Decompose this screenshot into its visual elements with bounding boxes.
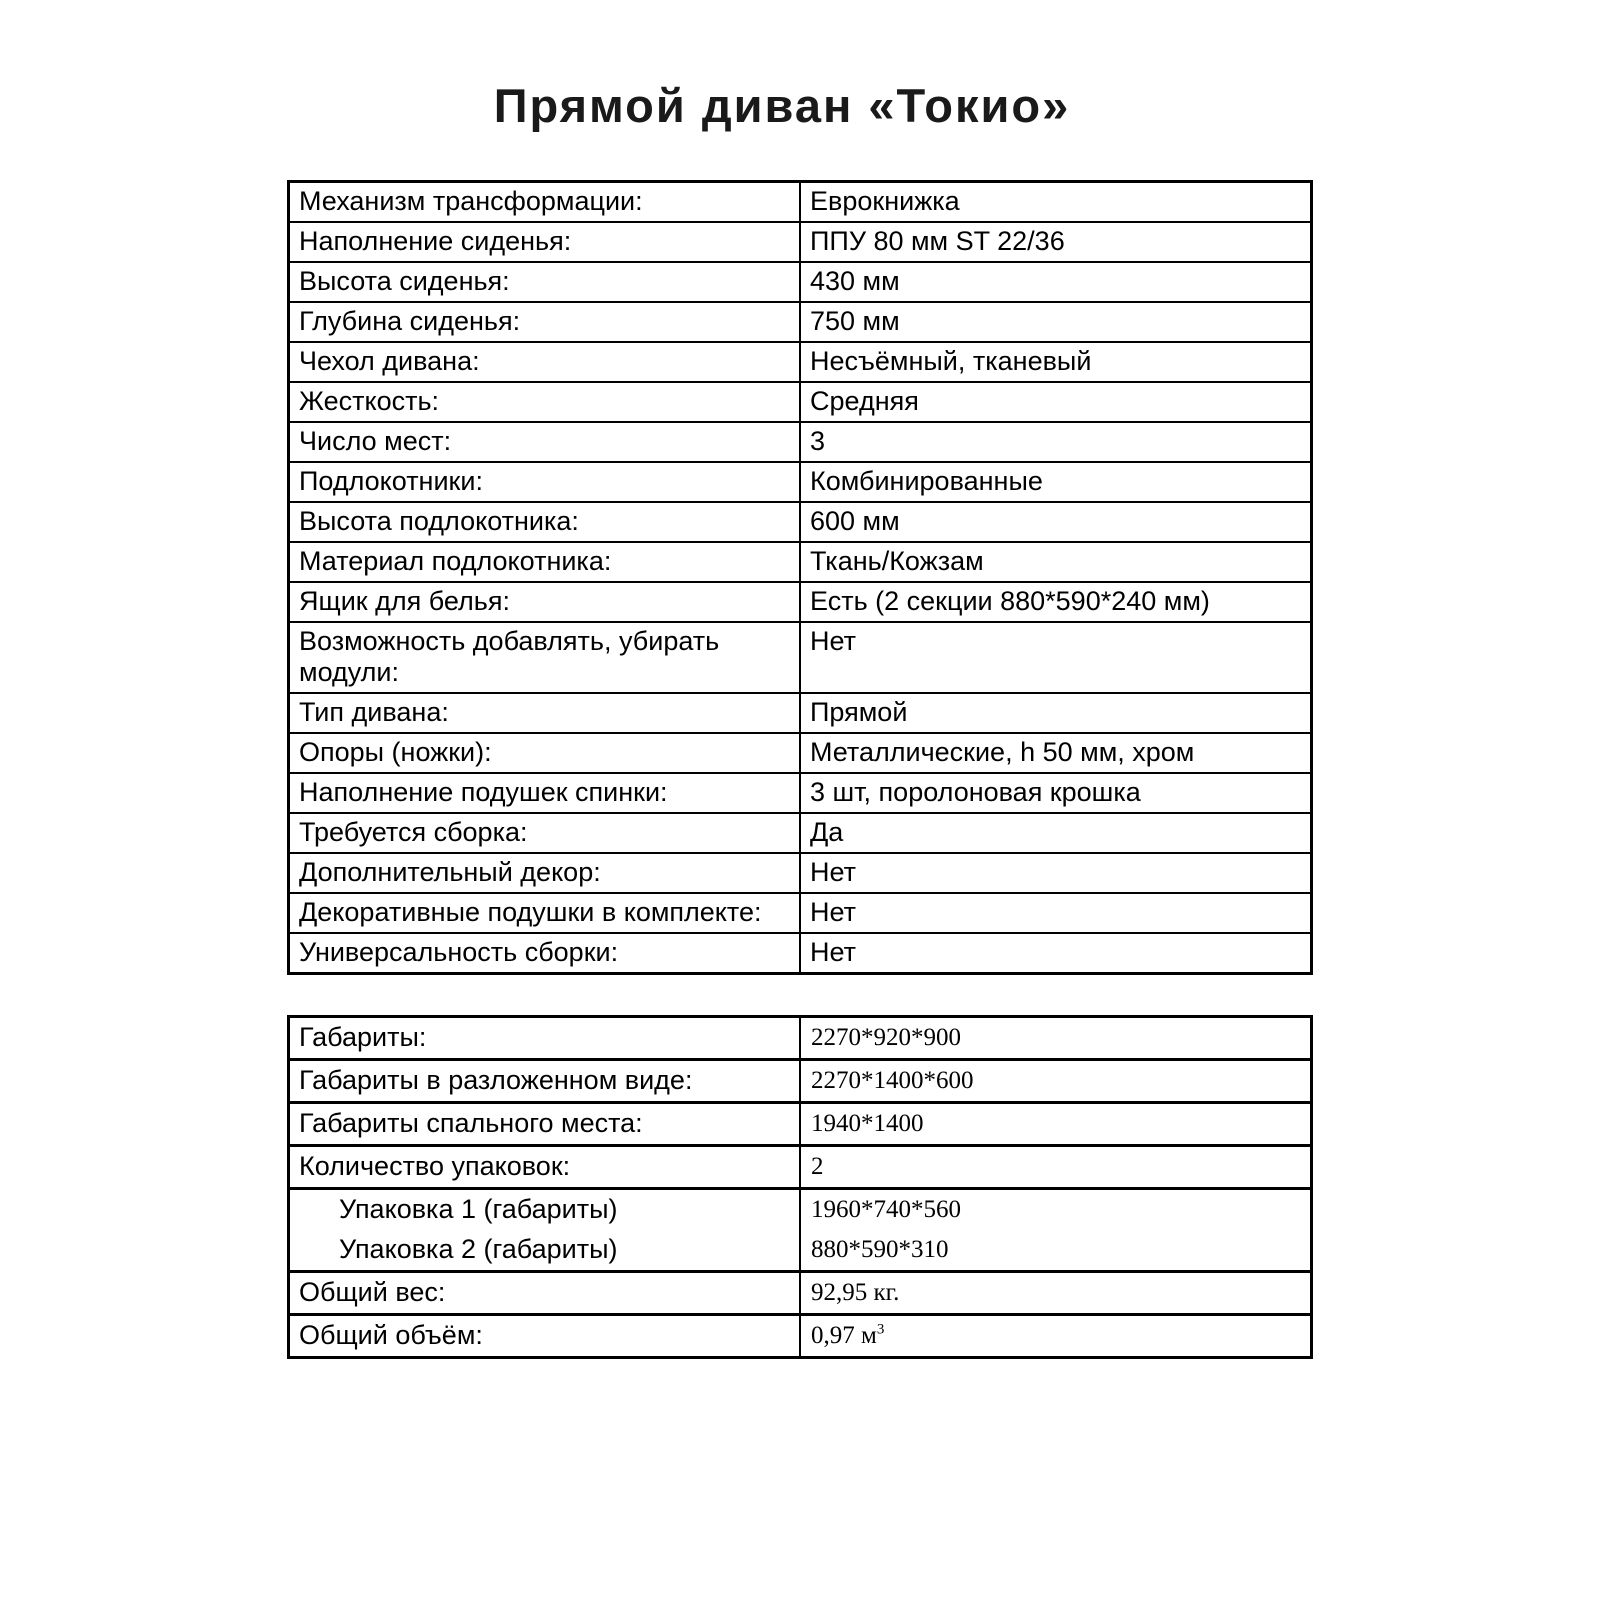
table-row: [289, 262, 1312, 302]
row-label: Декоративные подушки в комплекте:: [289, 893, 801, 933]
table-row: [289, 502, 1312, 542]
table-row: [289, 182, 1312, 223]
table-row: [289, 1189, 1312, 1231]
table-row: [289, 1272, 1312, 1315]
row-value: Нет: [800, 933, 1312, 974]
row-value: Ткань/Кожзам: [800, 542, 1312, 582]
table-row: [289, 893, 1312, 933]
row-value: 1940*1400: [800, 1103, 1312, 1146]
row-label: Габариты в разложенном виде:: [289, 1060, 801, 1103]
dimensions-table-body: [289, 1017, 1312, 1358]
table-row: [289, 1060, 1312, 1103]
row-label: Универсальность сборки:: [289, 933, 801, 974]
row-label: Возможность добавлять, убирать модули:: [289, 622, 801, 693]
row-value: ППУ 80 мм ST 22/36: [800, 222, 1312, 262]
row-value: 600 мм: [800, 502, 1312, 542]
row-value: 92,95 кг.: [800, 1272, 1312, 1315]
row-label: Общий объём:: [289, 1315, 801, 1358]
table-row: [289, 1146, 1312, 1189]
table-row: [289, 382, 1312, 422]
page-title: Прямой диван «Токио»: [493, 79, 1071, 133]
row-label: Глубина сиденья:: [289, 302, 801, 342]
row-value: 750 мм: [800, 302, 1312, 342]
row-value: 1960*740*560: [800, 1189, 1312, 1231]
row-value: Нет: [800, 853, 1312, 893]
sofa-specs-table: [287, 180, 1313, 975]
row-label: Подлокотники:: [289, 462, 801, 502]
row-label: Количество упаковок:: [289, 1146, 801, 1189]
row-label: Требуется сборка:: [289, 813, 801, 853]
row-value: 430 мм: [800, 262, 1312, 302]
row-label: Материал подлокотника:: [289, 542, 801, 582]
row-value: Металлические, h 50 мм, хром: [800, 733, 1312, 773]
table-row: [289, 853, 1312, 893]
row-label: Наполнение сиденья:: [289, 222, 801, 262]
row-label: Опоры (ножки):: [289, 733, 801, 773]
table-row: [289, 813, 1312, 853]
row-label: Ящик для белья:: [289, 582, 801, 622]
row-value: 3: [800, 422, 1312, 462]
row-label: Наполнение подушек спинки:: [289, 773, 801, 813]
row-label: Упаковка 1 (габариты): [289, 1189, 801, 1231]
sofa-specs-table-body: [289, 182, 1312, 974]
row-label: Жесткость:: [289, 382, 801, 422]
row-value: Нет: [800, 893, 1312, 933]
table-row: [289, 622, 1312, 693]
table-row: [289, 462, 1312, 502]
row-value: Комбинированные: [800, 462, 1312, 502]
table-row: [289, 422, 1312, 462]
table-row: [289, 582, 1312, 622]
table-row: [289, 1103, 1312, 1146]
table-row: [289, 542, 1312, 582]
table-row: [289, 222, 1312, 262]
row-label: Габариты:: [289, 1017, 801, 1060]
row-label: Тип дивана:: [289, 693, 801, 733]
table-row: [289, 342, 1312, 382]
row-value: 2: [800, 1146, 1312, 1189]
dimensions-table: [287, 1015, 1313, 1359]
row-label: Габариты спального места:: [289, 1103, 801, 1146]
row-value: Есть (2 секции 880*590*240 мм): [800, 582, 1312, 622]
row-value: 2270*920*900: [800, 1017, 1312, 1060]
table-row: [289, 933, 1312, 974]
row-value: Несъёмный, тканевый: [800, 342, 1312, 382]
row-label: Высота подлокотника:: [289, 502, 801, 542]
row-label: Общий вес:: [289, 1272, 801, 1315]
row-label: Чехол дивана:: [289, 342, 801, 382]
table-row: [289, 1230, 1312, 1272]
row-label: Упаковка 2 (габариты): [289, 1230, 801, 1272]
row-label: Число мест:: [289, 422, 801, 462]
table-row: [289, 773, 1312, 813]
row-value: Еврокнижка: [800, 182, 1312, 223]
row-label: Дополнительный декор:: [289, 853, 801, 893]
table-row: [289, 693, 1312, 733]
row-value: 2270*1400*600: [800, 1060, 1312, 1103]
table-row: [289, 1017, 1312, 1060]
table-row: [289, 302, 1312, 342]
row-value: Прямой: [800, 693, 1312, 733]
row-value-superscript: 3: [876, 1321, 885, 1338]
row-label: Механизм трансформации:: [289, 182, 801, 223]
row-label: Высота сиденья:: [289, 262, 801, 302]
row-value: Нет: [800, 622, 1312, 693]
row-value: 880*590*310: [800, 1230, 1312, 1272]
table-row: [289, 733, 1312, 773]
row-value: 3 шт, поролоновая крошка: [800, 773, 1312, 813]
row-value: Да: [800, 813, 1312, 853]
table-row: [289, 1315, 1312, 1358]
row-value: 0,97 $м^3$: [800, 1315, 1312, 1358]
row-value: Средняя: [800, 382, 1312, 422]
